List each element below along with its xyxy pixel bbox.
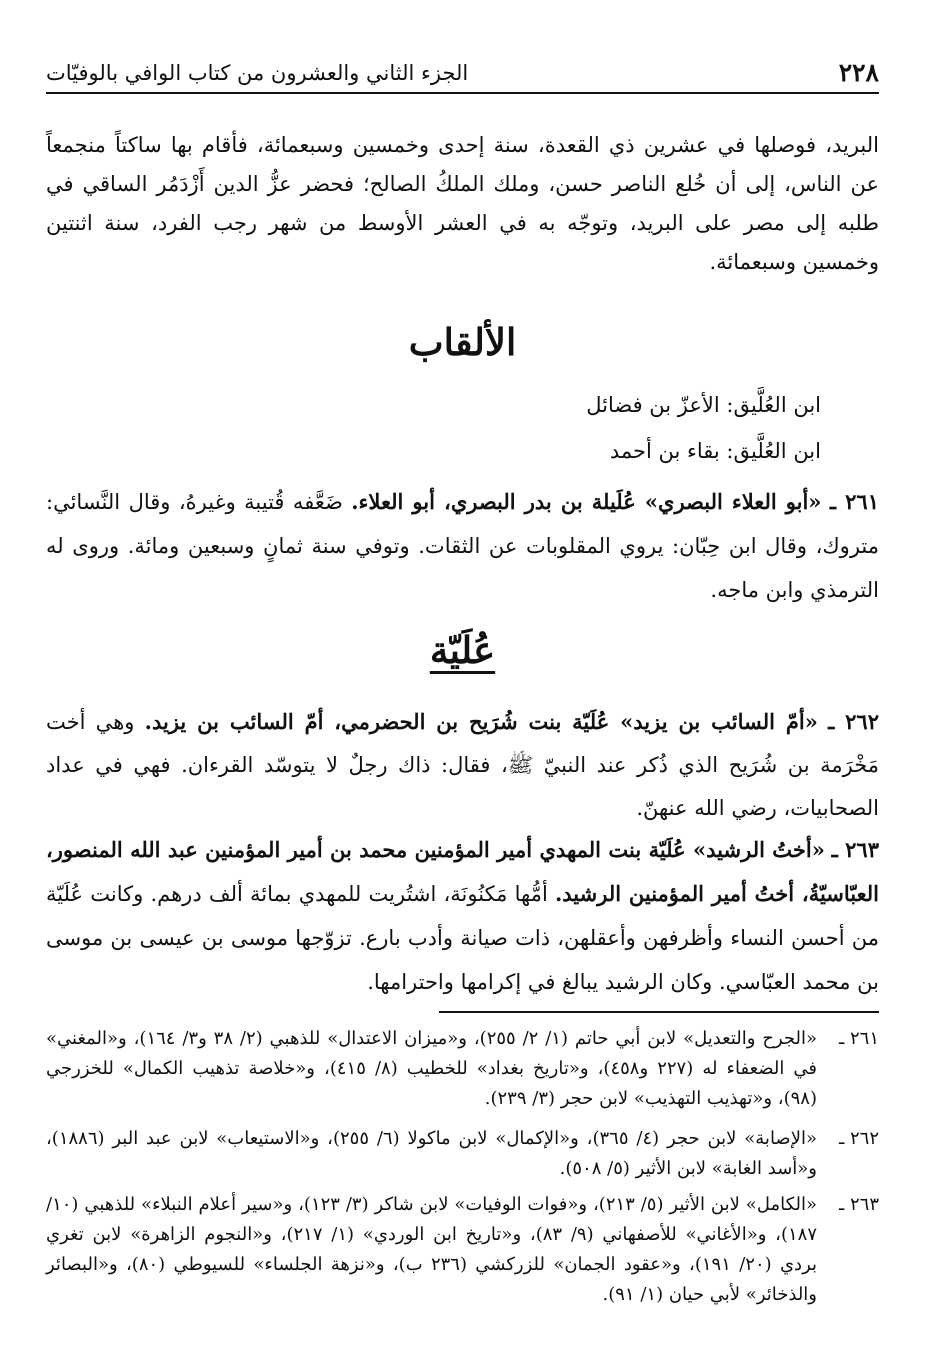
entry-number: ٢٦٣ ـ — [831, 837, 879, 862]
entry-heading: «أختُ الرشيد» عُلَيّة بنت المهدي أمير المؤمنين محمد بن أمير المؤمنين عبد الله المنصور، العبّاسيّةُ، أختُ أمير المؤمنين الرشيد. — [46, 837, 879, 906]
footnote-text: «الجرح والتعديل» لابن أبي حاتم (١/ ٢/ ٢٥٥)، و«ميزان الاعتدال» للذهبي (٢/ ٣٨ و٣/ ١٦٤)، و«المغني» في الضعفاء له (٢٢٧ و٤٥٨)، و«تاريخ بغداد» للخطيب (٨/ ٤١٥)، و«خلاصة تذهيب الكمال» للخزرجي (٩٨)، و«تهذيب التهذيب» لابن حجر (٣/ ٢٣٩). — [46, 1028, 818, 1109]
intro-paragraph: البريد، فوصلها في عشرين ذي القعدة، سنة إحدى وخمسين وسبعمائة، فأقام بها ساكتاً منجمعاً عن الناس، إلى أن خُلع الناصر حسن، وملك الملكُ الصالح؛ فحضر عزُّ الدين أَزْدَمُر الساقي في طلبه إلى مصر على البريد، وتوجّه به في العشر الأوسط من شهر رجب الفرد، سنة اثنتين وخمسين وسبعمائة. — [46, 133, 879, 274]
footnote-number: ٢٦٣ ـ — [838, 1194, 879, 1215]
entry-text: ضَعَّفه قُتيبة وغيرهُ، وقال النَّسائي: متروك، وقال ابن حِبّان: يروي المقلوبات عن الثقات. وتوفي سنة ثمانٍ وسبعين ومائة. وروى له الترمذي وابن ماجه. — [46, 490, 879, 602]
book-page — [46, 0, 879, 1369]
page-header — [46, 58, 879, 94]
page-number: ٢٢٨ — [838, 58, 879, 87]
entry-262 — [46, 700, 879, 830]
section-title-alqab: الألقاب — [408, 320, 517, 364]
footnote-262 — [46, 1124, 879, 1184]
entry-number: ٢٦٢ ـ — [828, 709, 879, 734]
entry-heading: «أمّ السائب بن يزيد» عُلَيّة بنت شُرَيح بن الحضرمي، أمّ السائب بن يزيد. — [144, 709, 818, 734]
entry-number: ٢٦١ ـ — [829, 489, 879, 514]
footnote-263 — [46, 1190, 879, 1310]
alias-entry: ابن العُلَّيق: بقاء بن أحمد — [609, 439, 821, 463]
running-title: الجزء الثاني والعشرون من كتاب الوافي بالوفيّات — [46, 61, 469, 85]
footnote-number: ٢٦٢ ـ — [838, 1128, 879, 1149]
entry-263 — [46, 828, 879, 1004]
footnote-261 — [46, 1024, 879, 1114]
footnote-divider — [439, 1011, 879, 1013]
footnote-text: «الكامل» لابن الأثير (٥/ ٢١٣)، و«فوات الوفيات» لابن شاكر (٣/ ١٢٣)، و«سير أعلام النبلاء» للذهبي (١٠/ ١٨٧)، و«الأغاني» للأصفهاني (٩/ ٨٣)، و«تاريخ ابن الوردي» (١/ ٢١٧)، و«النجوم الزاهرة» لابن تغري بردي (٢٠/ ١٩١)، و«عقود الجمان» للزركشي (٢٣٦ ب)، و«نزهة الجلساء» للسيوطي (٨٠)، و«البصائر والذخائر» لأبي حيان (١/ ٩١). — [46, 1194, 818, 1305]
entry-heading: «أبو العلاء البصري» عُلَيلة بن بدر البصري، أبو العلاء. — [351, 489, 822, 514]
footnote-text: «الإصابة» لابن حجر (٤/ ٣٦٥)، و«الإكمال» لابن ماكولا (٦/ ٢٥٥)، و«الاستيعاب» لابن عبد البر (١٨٨٦)، و«أسد الغابة» لابن الأثير (٥/ ٥٠٨). — [46, 1128, 817, 1179]
entry-text: أمُّها مَكنُونَة، اشتُريت للمهدي بمائة ألف درهم. وكانت عُلَيّة من أحسن النساء وأظرفهن وأعقلهن، ذات صيانة وأدب بارع. تزوّجها موسى بن عيسى بن موسى بن محمد العبّاسي. وكان الرشيد يبالغ في إكرامها واحترامها. — [46, 882, 879, 994]
entry-text: وهي أخت مَخْرَمة بن شُرَيح الذي ذُكر عند النبيّ ﷺ، فقال: ذاك رجلٌ لا يتوسّد القرءان. فهي في عداد الصحابيات، رضي الله عنهنّ. — [46, 710, 879, 820]
alias-entry: ابن العُلَّيق: الأعزّ بن فضائل — [586, 393, 821, 417]
entry-261 — [46, 480, 879, 612]
section-title-ulayya: عُلَيّة — [429, 628, 496, 672]
footnote-number: ٢٦١ ـ — [838, 1028, 879, 1049]
